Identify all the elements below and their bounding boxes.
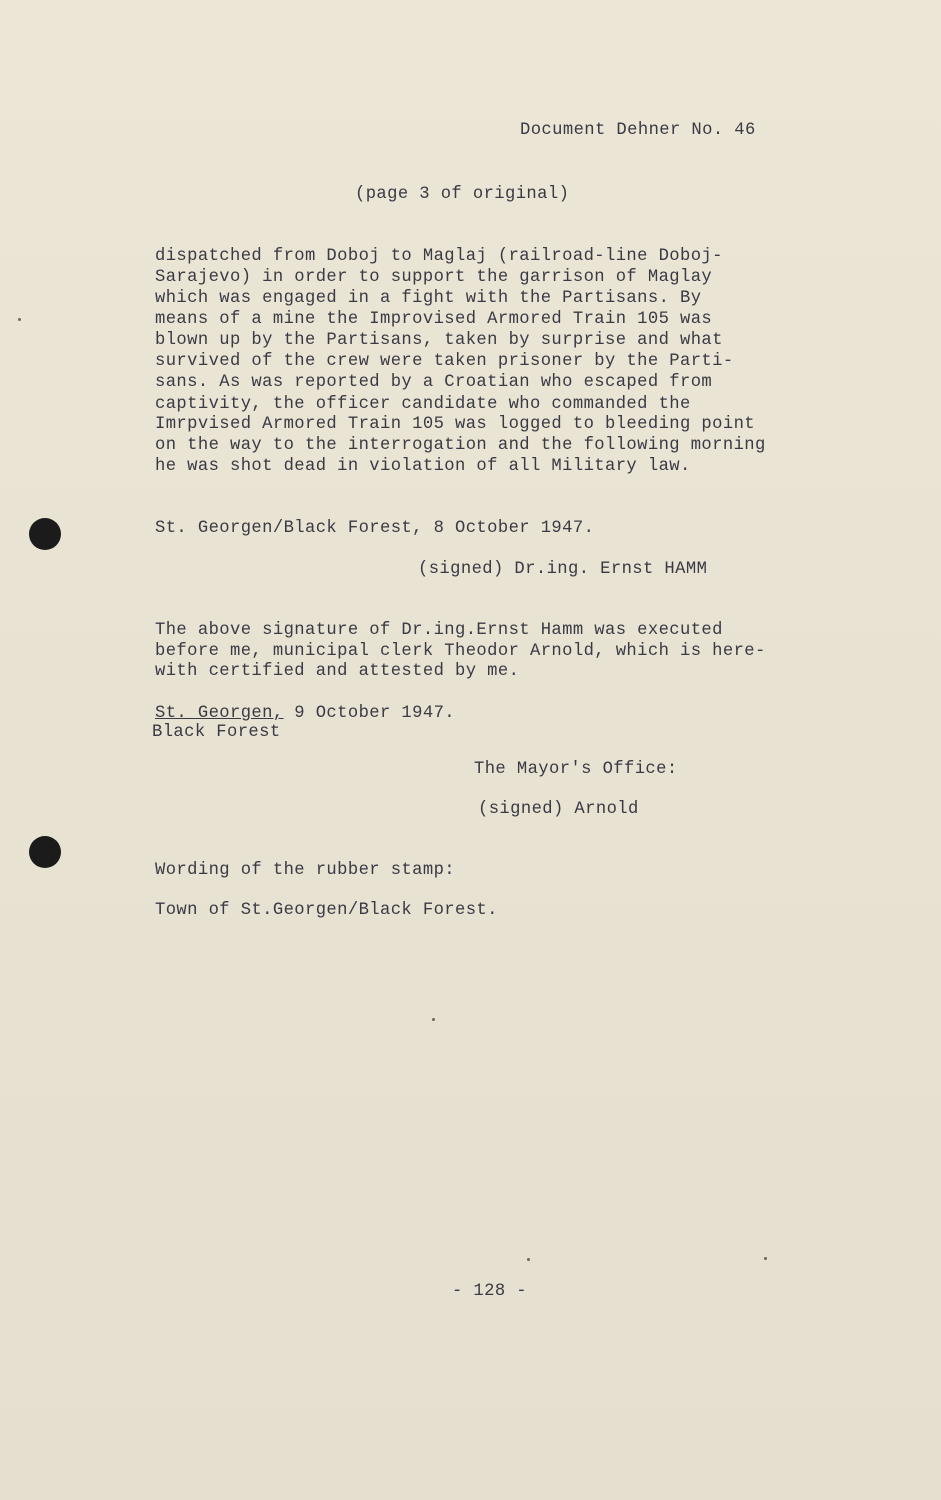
- certification-place-line2: Black Forest: [152, 723, 281, 742]
- body-line: captivity, the officer candidate who commanded the: [155, 395, 691, 414]
- punch-hole-upper: [29, 518, 61, 550]
- place-date-line: St. Georgen/Black Forest, 8 October 1947.: [155, 519, 595, 538]
- signature-line: (signed) Dr.ing. Ernst HAMM: [418, 560, 708, 579]
- body-line: he was shot dead in violation of all Military law.: [155, 457, 691, 476]
- body-line: dispatched from Doboj to Maglaj (railroad-line Doboj-: [155, 247, 723, 266]
- page-number: - 128 -: [452, 1282, 527, 1301]
- stamp-label: Wording of the rubber stamp:: [155, 861, 455, 880]
- certification-place: St. Georgen,: [155, 704, 284, 723]
- paper-speck: [527, 1258, 530, 1261]
- certification-place-date: [155, 703, 455, 724]
- certification-date: 9 October 1947.: [283, 704, 456, 723]
- certification-line: with certified and attested by me.: [155, 662, 520, 681]
- body-line: which was engaged in a fight with the Partisans. By: [155, 289, 702, 308]
- certification-line: The above signature of Dr.ing.Ernst Hamm was executed: [155, 621, 723, 640]
- paper-speck: [18, 318, 21, 321]
- paper-speck: [432, 1018, 435, 1021]
- body-line: means of a mine the Improvised Armored Train 105 was: [155, 310, 713, 329]
- mayor-signature: (signed) Arnold: [478, 800, 639, 819]
- certification-line: before me, municipal clerk Theodor Arnold, which is here-: [155, 642, 766, 661]
- body-line: Sarajevo) in order to support the garrison of Maglay: [155, 268, 713, 287]
- body-line: Imrpvised Armored Train 105 was logged to bleeding point: [155, 415, 755, 434]
- body-line: blown up by the Partisans, taken by surprise and what: [155, 331, 723, 350]
- document-reference: Document Dehner No. 46: [520, 121, 756, 140]
- punch-hole-lower: [29, 836, 61, 868]
- body-line: sans. As was reported by a Croatian who escaped from: [155, 373, 713, 392]
- stamp-text: Town of St.Georgen/Black Forest.: [155, 901, 498, 920]
- mayors-office: The Mayor's Office:: [474, 760, 678, 779]
- paper-speck: [764, 1257, 767, 1260]
- page-note: (page 3 of original): [355, 185, 570, 204]
- body-line: survived of the crew were taken prisoner by the Parti-: [155, 352, 734, 371]
- body-line: on the way to the interrogation and the following morning: [155, 436, 766, 455]
